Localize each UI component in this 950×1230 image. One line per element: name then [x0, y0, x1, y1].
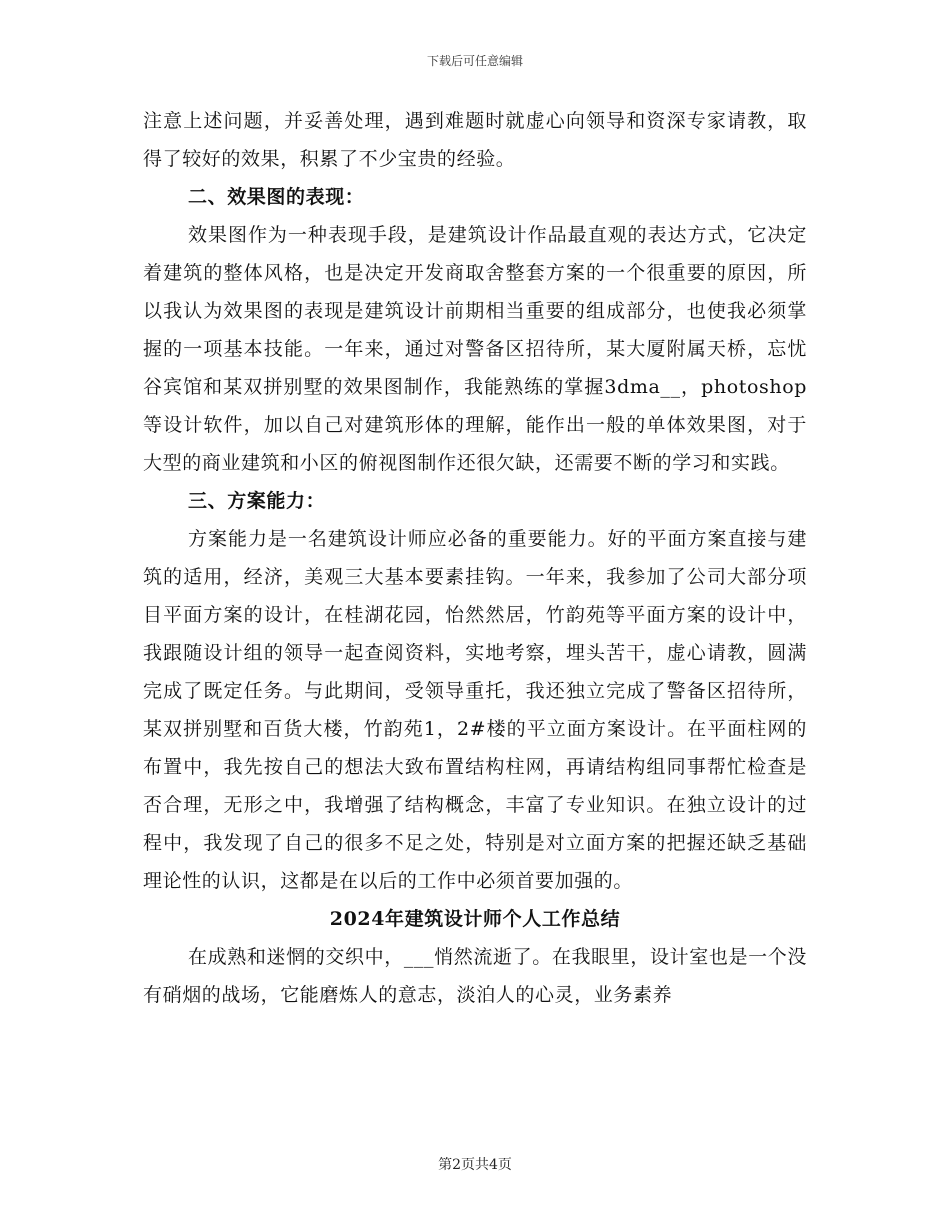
paragraph-design-ability: 方案能力是一名建筑设计师应必备的重要能力。好的平面方案直接与建筑的适用，经济，美观三大基本要素挂钩。一年来，我参加了公司大部分项目平面方案的设计，在桂湖花园，怡然然居，竹韵苑等平面方案的设计中，我跟随设计组的领导一起查阅资料，实地考察，埋头苦干，虚心请教，圆满完成了既定任务。与此期间，受领导重托，我还独立完成了警备区招待所，某双拼别墅和百货大楼，竹韵苑1，2#楼的平立面方案设计。在平面柱网的布置中，我先按自己的想法大致布置结构柱网，再请结构组同事帮忙检查是否合理，无形之中，我增强了结构概念，丰富了专业知识。在独立设计的过程中，我发现了自己的很多不足之处，特别是对立面方案的把握还缺乏基础理论性的认识，这都是在以后的工作中必须首要加强的。 — [143, 528, 807, 892]
section-heading-rendering: 二、效果图的表现： — [188, 186, 365, 208]
document-title: 2024年建筑设计师个人工作总结 — [329, 908, 621, 930]
paragraph-rendering: 效果图作为一种表现手段，是建筑设计作品最直观的表达方式，它决定着建筑的整体风格，也是决定开发商取舍整套方案的一个很重要的原因，所以我认为效果图的表现是建筑设计前期相当重要的组成部分，也使我必须掌握的一项基本技能。一年来，通过对警备区招待所，某大厦附属天桥，忘忧谷宾馆和某双拼别墅的效果图制作，我能熟练的掌握3dma__，photoshop等设计软件，加以自己对建筑形体的理解，能作出一般的单体效果图，对于大型的商业建筑和小区的俯视图制作还很欠缺，还需要不断的学习和实践。 — [143, 224, 807, 474]
document-body — [143, 102, 807, 1014]
section-heading-design-ability: 三、方案能力： — [188, 490, 326, 512]
paragraph-intro: 在成熟和迷惘的交织中，___悄然流逝了。在我眼里，设计室也是一个没有硝烟的战场，它能磨炼人的意志，淡泊人的心灵，业务素养 — [143, 946, 807, 1006]
page-header-note: 下载后可任意编辑 — [426, 54, 523, 68]
paragraph-continued: 注意上述问题，并妥善处理，遇到难题时就虚心向领导和资深专家请教，取得了较好的效果，积累了不少宝贵的经验。 — [143, 110, 807, 170]
page-number: 第2页共4页 — [438, 1157, 512, 1173]
